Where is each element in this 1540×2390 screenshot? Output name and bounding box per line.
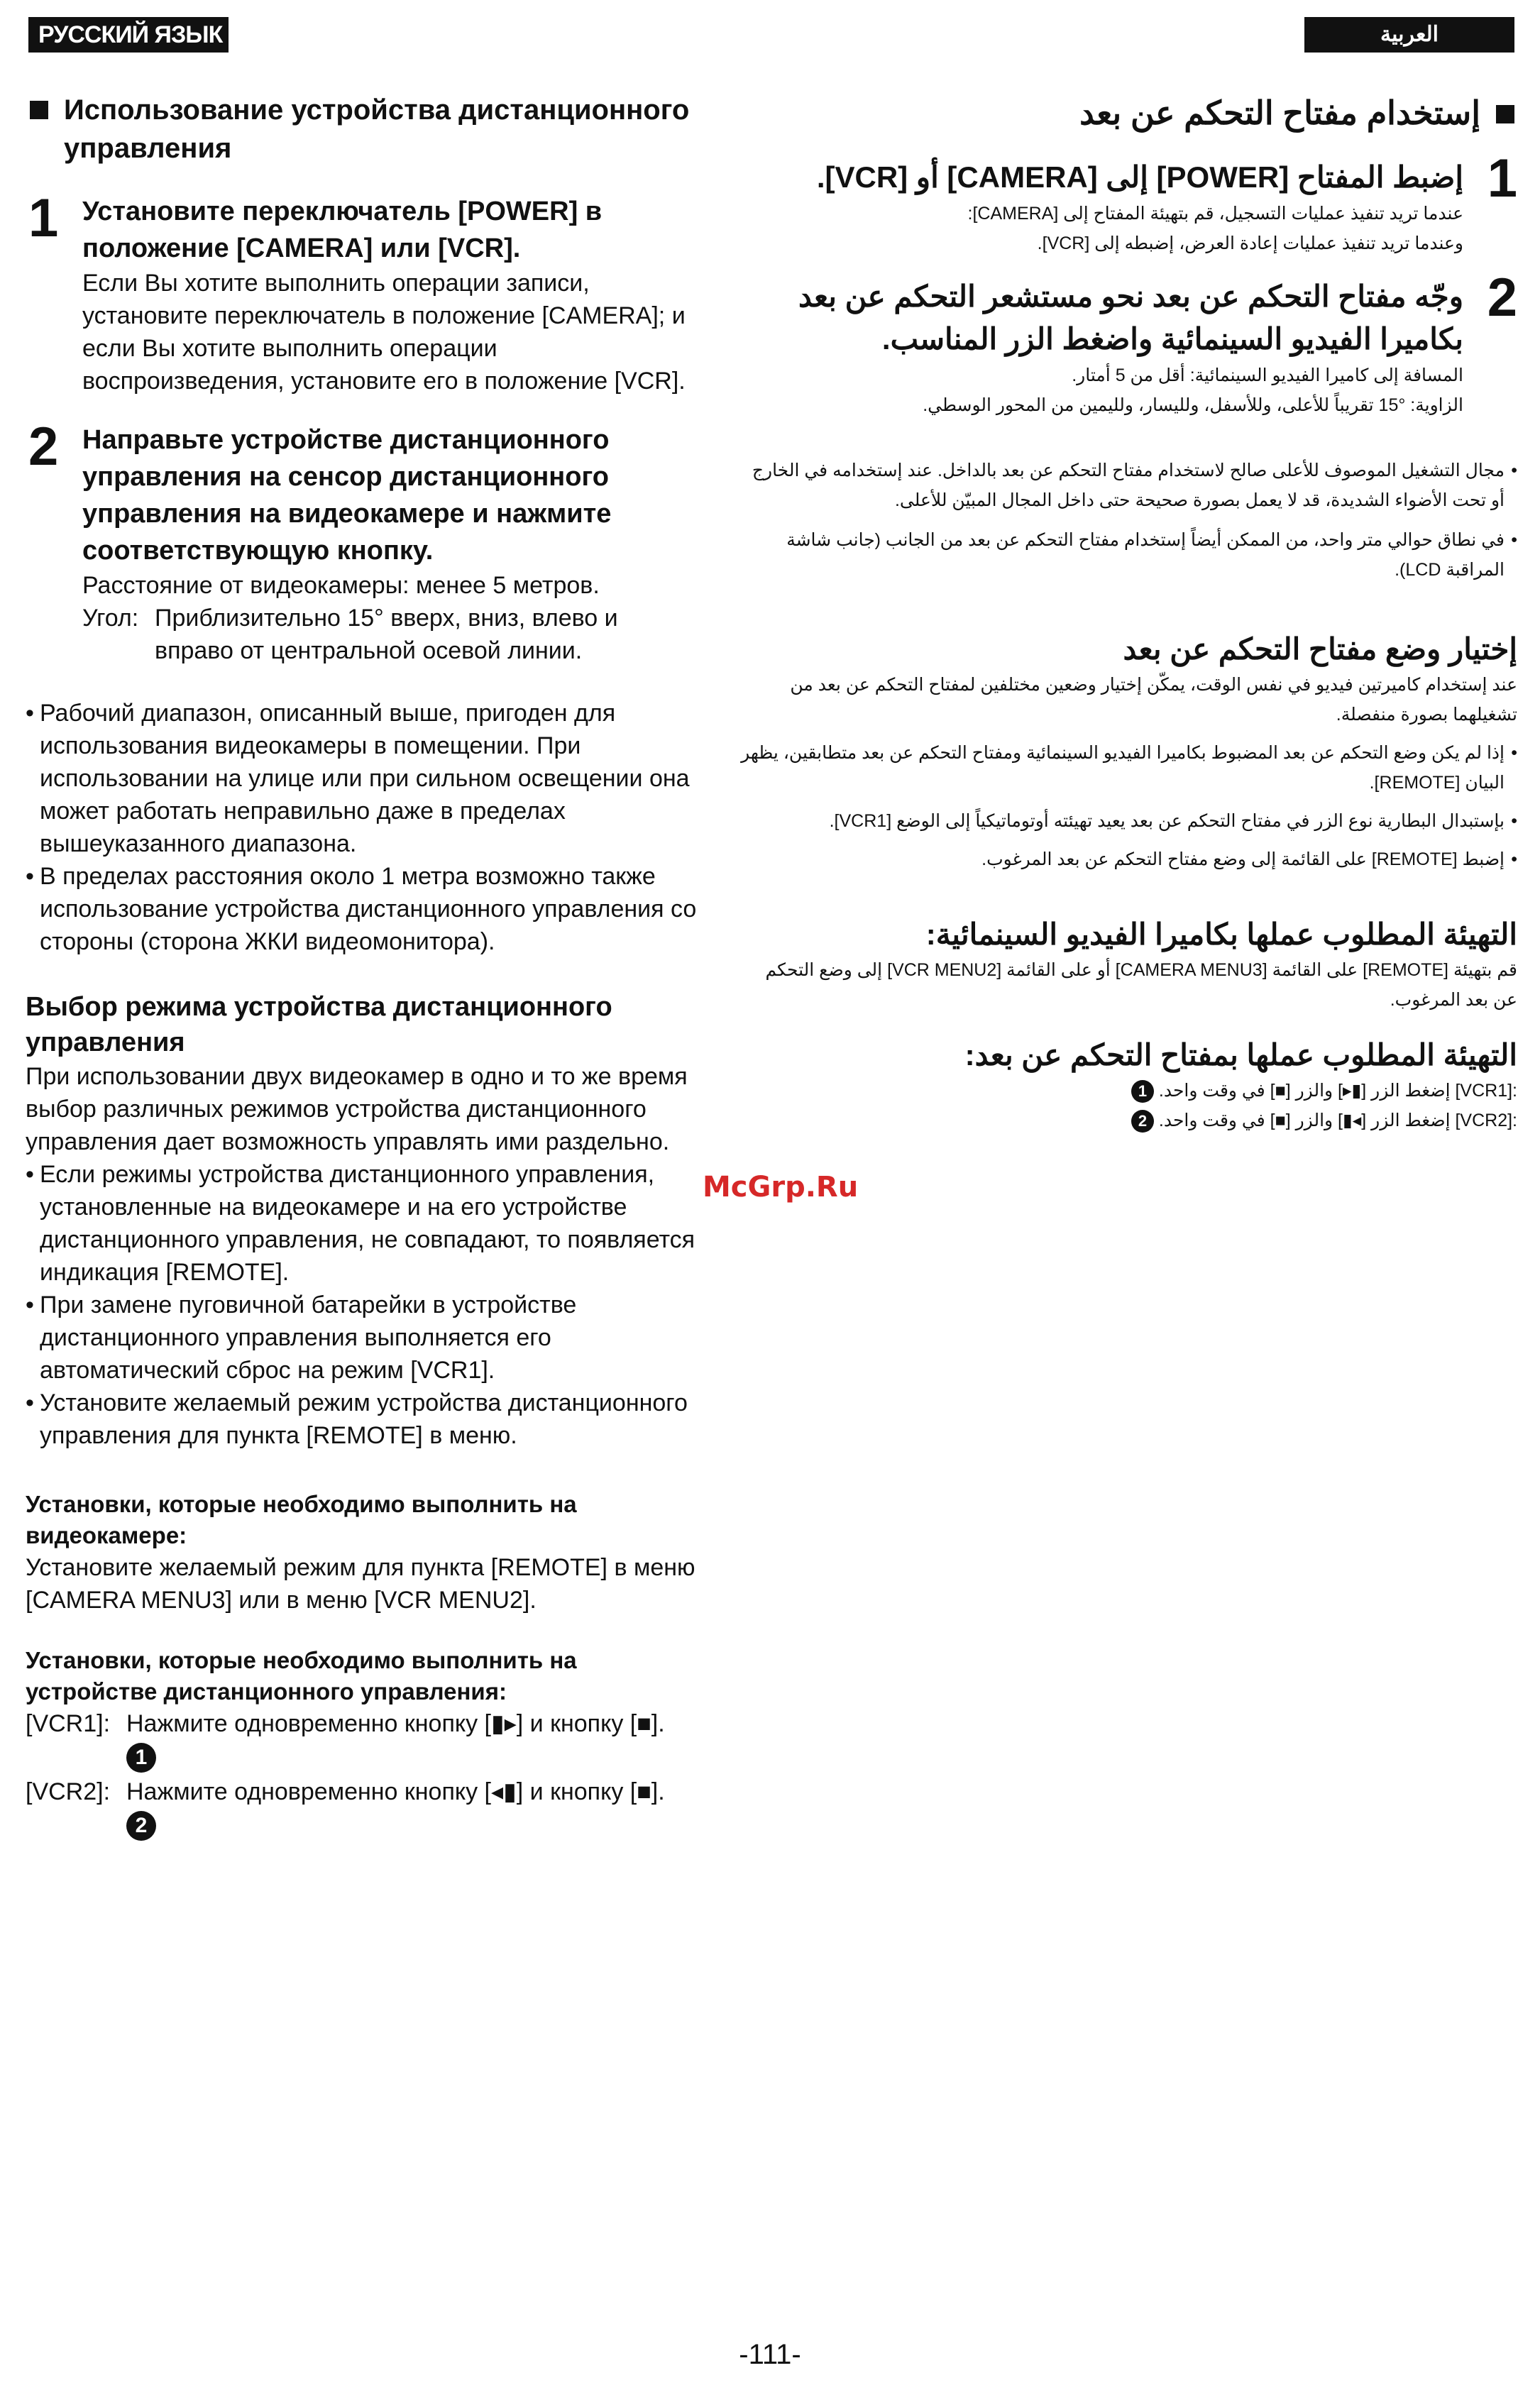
- vcr-instruction: Нажмите одновременно кнопку [▮▸] и кнопку [■].: [126, 1710, 665, 1737]
- vcr-instruction: Нажмите одновременно кнопку [◂▮] и кнопку [■].: [126, 1778, 665, 1806]
- ru-mode-intro: При использовании двух видеокамер в одно и то же время выбор различных режимов устройства дистанционного управления дает возможность управлять ими раздельно.: [26, 1063, 688, 1155]
- step-number: 1: [28, 188, 59, 248]
- mode-bullet: • Если режимы устройства дистанционного управления, установленные на видеокамере и на его устройстве дистанционного управления, не совпадают, то появляется индикация [REMOTE].: [26, 1158, 700, 1289]
- ar-vcr1-row: [738, 1076, 1517, 1106]
- ar-notes: [738, 456, 1517, 585]
- step-number: 2: [1487, 268, 1517, 328]
- step-title: وجّه مفتاح التحكم عن بعد نحو مستشعر التحكم عن بعد بكاميرا الفيديو السينمائية واضغط الزر المناسب.: [798, 280, 1463, 356]
- note-item: • في نطاق حوالي متر واحد، من الممكن أيضاً إستخدام مفتاح التحكم عن بعد من الجانب (جانب شاشة المراقبة LCD).: [738, 525, 1517, 585]
- mode-bullet: • Установите желаемый режим устройства дистанционного управления для пункта [REMOTE] в меню.: [26, 1387, 700, 1452]
- ar-mode-intro: عند إستخدام كاميرتين فيديو في نفس الوقت، يمكّن إختيار وضعين مختلفين لمفتاح التحكم عن بعد من تشغيلهما بصورة منفصلة.: [790, 675, 1517, 725]
- step-number: 2: [28, 417, 59, 477]
- mode-bullet: • إضبط [REMOTE] على القائمة إلى وضع مفتاح التحكم عن بعد المرغوب.: [738, 844, 1517, 874]
- step-number: 1: [1487, 148, 1517, 209]
- vcr-instruction: إضغط الزر [▮▸] والزر [■] في وقت واحد.: [1158, 1081, 1451, 1101]
- ar-mode-title: إختيار وضع مفتاح التحكم عن بعد: [1123, 632, 1517, 666]
- distance-text: Расстояние от видеокамеры: менее 5 метров.: [82, 572, 600, 599]
- step-title: Установите переключатель [POWER] в положение [CAMERA] или [VCR].: [82, 197, 603, 263]
- page-number: -111-: [739, 2339, 801, 2370]
- ar-step-2: [738, 268, 1517, 420]
- distance-text: المسافة إلى كاميرا الفيديو السينمائية: أقل من 5 أمتار.: [1072, 365, 1463, 385]
- step-body: وعندما تريد تنفيذ عمليات إعادة العرض، إضبطه إلى [VCR].: [1037, 233, 1463, 253]
- ru-vcr1-row: [26, 1707, 700, 1773]
- ar-section-title: إستخدام مفتاح التحكم عن بعد: [738, 91, 1517, 135]
- square-bullet-icon: [30, 101, 48, 119]
- square-bullet-icon: [1496, 105, 1514, 123]
- vcr-instruction: إضغط الزر [◂▮] والزر [■] في وقت واحد.: [1158, 1111, 1451, 1130]
- vcr-key-label: [VCR2]:: [26, 1778, 111, 1806]
- ar-camera-settings-title: التهيئة المطلوب عملها بكاميرا الفيديو السينمائية:: [925, 918, 1517, 951]
- step-badge-icon: 2: [1131, 1110, 1154, 1133]
- watermark: McGrp.Ru: [703, 1171, 859, 1204]
- mode-bullet: • При замене пуговичной батарейки в устройстве дистанционного управления выполняется его автоматический сброс на режим [VCR1].: [26, 1289, 700, 1387]
- step-body: عندما تريد تنفيذ عمليات التسجيل، قم بتهيئة المفتاح إلى [CAMERA]:: [967, 204, 1463, 224]
- ru-step-1: [26, 188, 700, 397]
- ru-camera-settings-title: Установки, которые необходимо выполнить на видеокамере:: [26, 1491, 577, 1548]
- ar-vcr2-row: [738, 1106, 1517, 1135]
- note-item: • مجال التشغيل الموصوف للأعلى صالح لاستخدام مفتاح التحكم عن بعد بالداخل. عند إستخدامه في الخارج أو تحت الأضواء الشديدة، قد لا يعمل بصورة صحيحة حتى داخل المجال المبيّن للأعلى.: [738, 456, 1517, 515]
- ru-notes: [26, 697, 700, 958]
- ru-vcr2-row: [26, 1775, 700, 1841]
- step-title: Направьте устройстве дистанционного управления на сенсор дистанционного управления на видеокамере и нажмите соответствующую кнопку.: [82, 425, 612, 566]
- vcr-key-label: [VCR2]:: [1455, 1111, 1517, 1130]
- arabic-column: [738, 91, 1517, 1135]
- russian-language-tab: РУССКИЙ ЯЗЫК: [28, 17, 229, 53]
- ru-remote-settings-title: Установки, которые необходимо выполнить на устройстве дистанционного управления:: [26, 1647, 577, 1705]
- arabic-language-tab: العربية: [1304, 17, 1514, 53]
- note-item: • Рабочий диапазон, описанный выше, пригоден для использования видеокамеры в помещении. При использовании на улице или при сильном освещении она может работать неправильно даже в пределах вышеуказанного диапазона.: [26, 697, 700, 860]
- step-badge-icon: 1: [126, 1743, 156, 1773]
- step-badge-icon: 1: [1131, 1080, 1154, 1103]
- ru-mode-title: Выбор режима устройства дистанционного управления: [26, 992, 612, 1057]
- ar-remote-settings-title: التهيئة المطلوب عملها بمفتاح التحكم عن بعد:: [964, 1038, 1517, 1072]
- note-item: • В пределах расстояния около 1 метра возможно также использование устройства дистанционного управления со стороны (сторона ЖКИ видеомонитора).: [26, 860, 700, 958]
- angle-text: Приблизительно 15° вверх, вниз, влево и вправо от центральной осевой линии.: [155, 605, 618, 664]
- ar-camera-settings-text: قم بتهيئة [REMOTE] على القائمة [CAMERA MENU3] أو على القائمة [VCR MENU2] إلى وضع التحكم عن بعد المرغوب.: [765, 960, 1517, 1010]
- mode-bullet: • إذا لم يكن وضع التحكم عن بعد المضبوط بكاميرا الفيديو السينمائية ومفتاح التحكم عن بعد متطابقين، يظهر البيان [REMOTE].: [738, 738, 1517, 798]
- mode-bullet: • بإستبدال البطارية نوع الزر في مفتاح التحكم عن بعد يعيد تهيئته أوتوماتيكياً إلى الوضع [VCR1].: [738, 806, 1517, 836]
- vcr-key-label: [VCR1]:: [1455, 1081, 1517, 1101]
- ar-step-1: [738, 148, 1517, 258]
- angle-row: [82, 602, 700, 667]
- ru-section-title: Использование устройства дистанционного управления: [26, 91, 700, 167]
- angle-text: الزاوية: °15 تقريباً للأعلى، وللأسفل، ولليسار، ولليمين من المحور الوسطي.: [923, 395, 1463, 415]
- step-badge-icon: 2: [126, 1811, 156, 1841]
- ru-step-2: [26, 417, 700, 667]
- ru-camera-settings-text: Установите желаемый режим для пункта [REMOTE] в меню [CAMERA MENU3] или в меню [VCR MENU2].: [26, 1554, 695, 1614]
- vcr-key-label: [VCR1]:: [26, 1710, 111, 1737]
- angle-label: Угол:: [82, 605, 139, 632]
- step-body: Если Вы хотите выполнить операции записи, установите переключатель в положение [CAMERA]; и если Вы хотите выполнить операции воспроизведения, установите его в положение [VCR].: [82, 270, 686, 395]
- step-title: إضبط المفتاح [POWER] إلى [CAMERA] أو [VCR].: [816, 160, 1463, 194]
- russian-column: [26, 91, 700, 1841]
